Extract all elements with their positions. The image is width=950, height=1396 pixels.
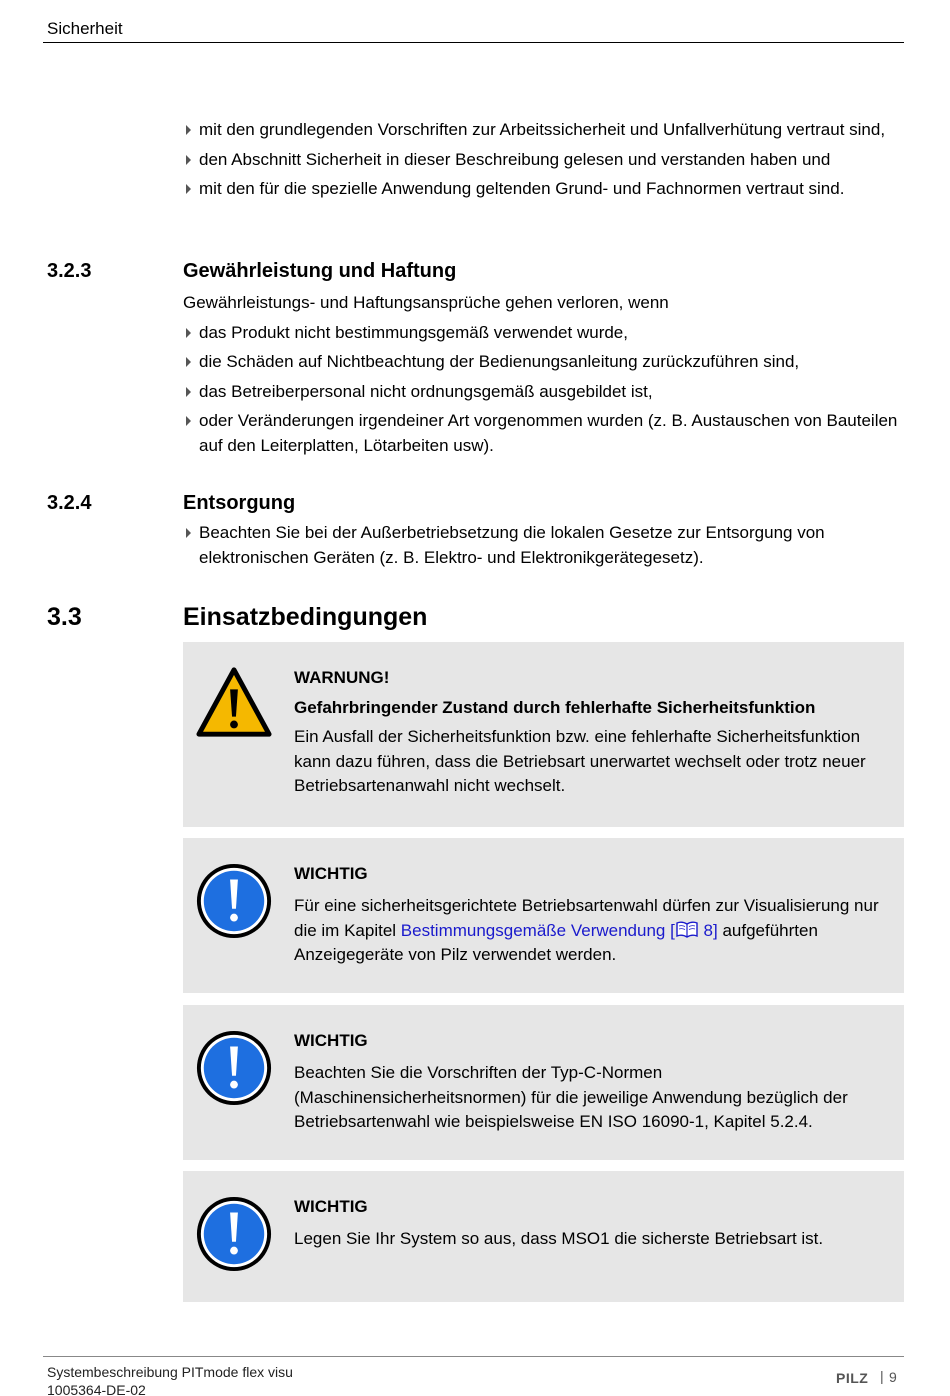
list-item: mit den für die spezielle Anwendung geltenden Grund- und Fachnormen vertraut sind. [183, 177, 904, 202]
list-item: mit den grundlegenden Vorschriften zur Arbeitssicherheit und Unfallverhütung vertraut sind, [183, 118, 904, 143]
cross-reference-page: 8] [698, 920, 718, 940]
warning-box [183, 642, 904, 827]
list-item: den Abschnitt Sicherheit in dieser Beschreibung gelesen und verstanden haben und [183, 148, 904, 173]
important-1-text-after: aufgeführten Anzeigegeräte von Pilz verwendet werden. [294, 920, 818, 964]
important-exclamation-icon [195, 1195, 273, 1273]
cross-reference-link[interactable] [401, 921, 718, 940]
important-3-content [294, 1197, 894, 1252]
important-1-content [294, 864, 894, 968]
intro-bullet-list [183, 118, 904, 202]
important-1-text-before: Für eine sicherheitsgerichtete Betriebsartenwahl dürfen zur Visualisierung nur die im Kapitel [294, 896, 879, 940]
important-1-signal-word: WICHTIG [294, 864, 368, 883]
footer-doc-number: 1005364-DE-02 [47, 1382, 146, 1396]
important-2-signal-word: WICHTIG [294, 1031, 368, 1050]
book-icon [675, 921, 699, 938]
important-2-content [294, 1031, 894, 1135]
disposal-bullet-list [183, 521, 904, 570]
list-item: Beachten Sie bei der Außerbetriebsetzung die lokalen Gesetze zur Entsorgung von elektronischen Geräten (z. B. Elektro- und Elektronikgerätegesetz). [183, 521, 904, 570]
header-divider [43, 42, 904, 43]
section-number-3-2-3: 3.2.3 [47, 260, 92, 282]
warning-triangle-icon [195, 664, 273, 742]
list-item: die Schäden auf Nichtbeachtung der Bedienungsanleitung zurückzuführen sind, [183, 350, 904, 375]
list-item: das Betreiberpersonal nicht ordnungsgemäß ausgebildet ist, [183, 380, 904, 405]
warranty-content [183, 291, 904, 458]
important-3-text: Legen Sie Ihr System so aus, dass MSO1 die sicherste Betriebsart ist. [294, 1229, 824, 1248]
important-box-1 [183, 838, 904, 993]
warning-content [294, 668, 894, 799]
important-1-text [294, 894, 894, 968]
warranty-intro: Gewährleistungs- und Haftungsansprüche gehen verloren, wenn [183, 293, 669, 312]
section-number-3-3: 3.3 [47, 603, 82, 631]
important-2-text: Beachten Sie die Vorschriften der Typ-C-Normen (Maschinensicherheitsnormen) für die jeweilige Anwendung bezüglich der Betriebsartenwahl wie beispielsweise EN ISO 16090-1, Kapitel 5.2.4. [294, 1063, 848, 1131]
warning-text: Ein Ausfall der Sicherheitsfunktion bzw. eine fehlerhafte Sicherheitsfunktion kann dazu führen, dass die Betriebsart unerwartet wechselt oder trotz neuer Betriebsartenanwahl nicht wechselt. [294, 727, 866, 795]
footer-doc-title: Systembeschreibung PITmode flex visu [47, 1364, 293, 1380]
important-box-3 [183, 1171, 904, 1302]
section-title-operating-conditions: Einsatzbedingungen [183, 603, 428, 631]
warranty-bullet-list [183, 321, 904, 459]
important-box-2 [183, 1005, 904, 1160]
running-header-title: Sicherheit [47, 19, 123, 38]
list-item: oder Veränderungen irgendeiner Art vorgenommen wurden (z. B. Austauschen von Bauteilen auf den Leiterplatten, Lötarbeiten usw). [183, 409, 904, 458]
list-item: das Produkt nicht bestimmungsgemäß verwendet wurde, [183, 321, 904, 346]
warning-headline: Gefahrbringender Zustand durch fehlerhafte Sicherheitsfunktion [294, 698, 816, 717]
important-3-signal-word: WICHTIG [294, 1197, 368, 1216]
important-exclamation-icon [195, 1029, 273, 1107]
section-title-disposal: Entsorgung [183, 492, 296, 514]
warning-signal-word: WARNUNG! [294, 668, 390, 687]
footer-separator: | [880, 1368, 884, 1384]
section-number-3-2-4: 3.2.4 [47, 492, 92, 514]
pilz-logo: PILZ [836, 1370, 869, 1386]
section-title-warranty: Gewährleistung und Haftung [183, 260, 457, 282]
footer-divider [43, 1356, 904, 1357]
cross-reference-label: Bestimmungsgemäße Verwendung [ [400, 920, 675, 940]
important-exclamation-icon [195, 862, 273, 940]
page-number: 9 [889, 1369, 897, 1385]
